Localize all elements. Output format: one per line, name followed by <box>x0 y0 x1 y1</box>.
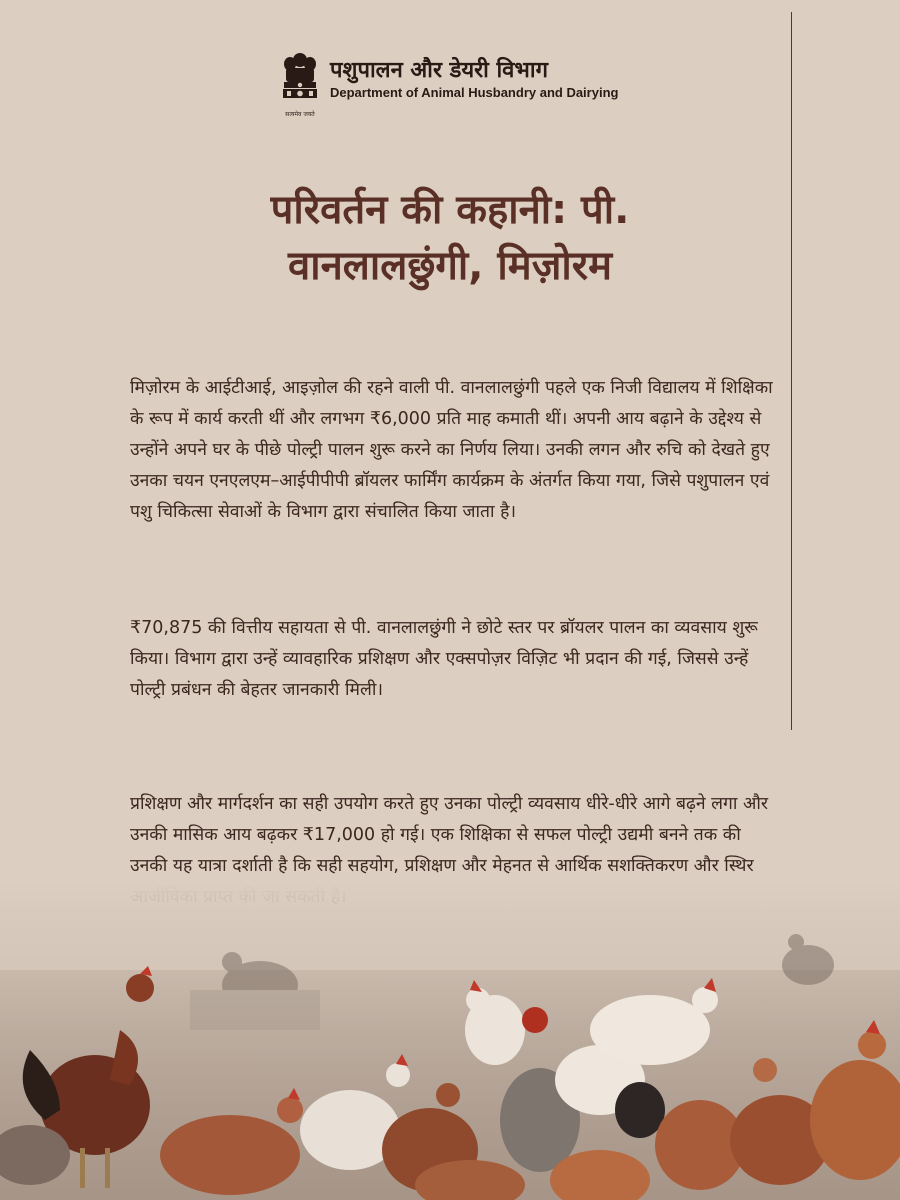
paragraph-2: ₹70,875 की वित्तीय सहायता से पी. वानलालछुंगी ने छोटे स्तर पर ब्रॉयलर पालन का व्यवसाय शुरू किया। विभाग द्वारा उन्हें व्यावहारिक प्रशिक्षण और एक्सपोज़र विज़िट भी प्रदान की गई, जिससे उन्हें पोल्ट्री प्रबंधन की बेहतर जानकारी मिली। <box>130 618 758 700</box>
department-name-english: Department of Animal Husbandry and Dairying <box>330 85 619 100</box>
page-title-line-2: वानलालछुंगी, मिज़ोरम <box>287 243 613 289</box>
page-title-line-1: परिवर्तन की कहानी: पी. <box>270 187 630 233</box>
department-header <box>278 50 618 110</box>
department-name-hindi: पशुपालन और डेयरी विभाग <box>330 58 548 83</box>
vertical-divider <box>791 12 792 730</box>
poultry-farm-illustration <box>0 880 900 1200</box>
emblem-motto: सत्यमेव जयते <box>285 111 315 118</box>
paragraph-3: प्रशिक्षण और मार्गदर्शन का सही उपयोग करते हुए उनका पोल्ट्री व्यवसाय धीरे-धीरे आगे बढ़ने लगा और उनकी मासिक आय बढ़कर ₹17,000 हो गई। एक शिक्षिका से सफल पोल्ट्री उद्यमी बनने तक की उनकी यह यात्रा दर्शाती है कि सही सहयोग, प्रशिक्षण और मेहनत से आर्थिक सशक्तिकरण और स्थिर <box>130 794 769 876</box>
paragraph-1: मिज़ोरम के आईटीआई, आइज़ोल की रहने वाली पी. वानलालछुंगी पहले एक निजी विद्यालय में शिक्षिका के रूप में कार्य करती थीं और लगभग ₹6,000 प्रति माह कमाती थीं। अपनी आय बढ़ाने के उद्देश्य से उन्होंने अपने घर के पीछे पोल्ट्री पालन शुरू करने का निर्णय लिया। उनकी लगन और रुचि को देखते हुए उनका चयन एनएलएम–आईपीपीपी ब्रॉयलर फार्मिंग कार्यक्रम के अंतर्गत किया गया, जिसे पशुपालन एवं पशु चिकित्सा सेवाओं के विभाग द्वारा संचालित किया जाता है। <box>130 378 773 522</box>
page-title <box>0 182 900 294</box>
national-emblem-icon <box>278 50 322 110</box>
